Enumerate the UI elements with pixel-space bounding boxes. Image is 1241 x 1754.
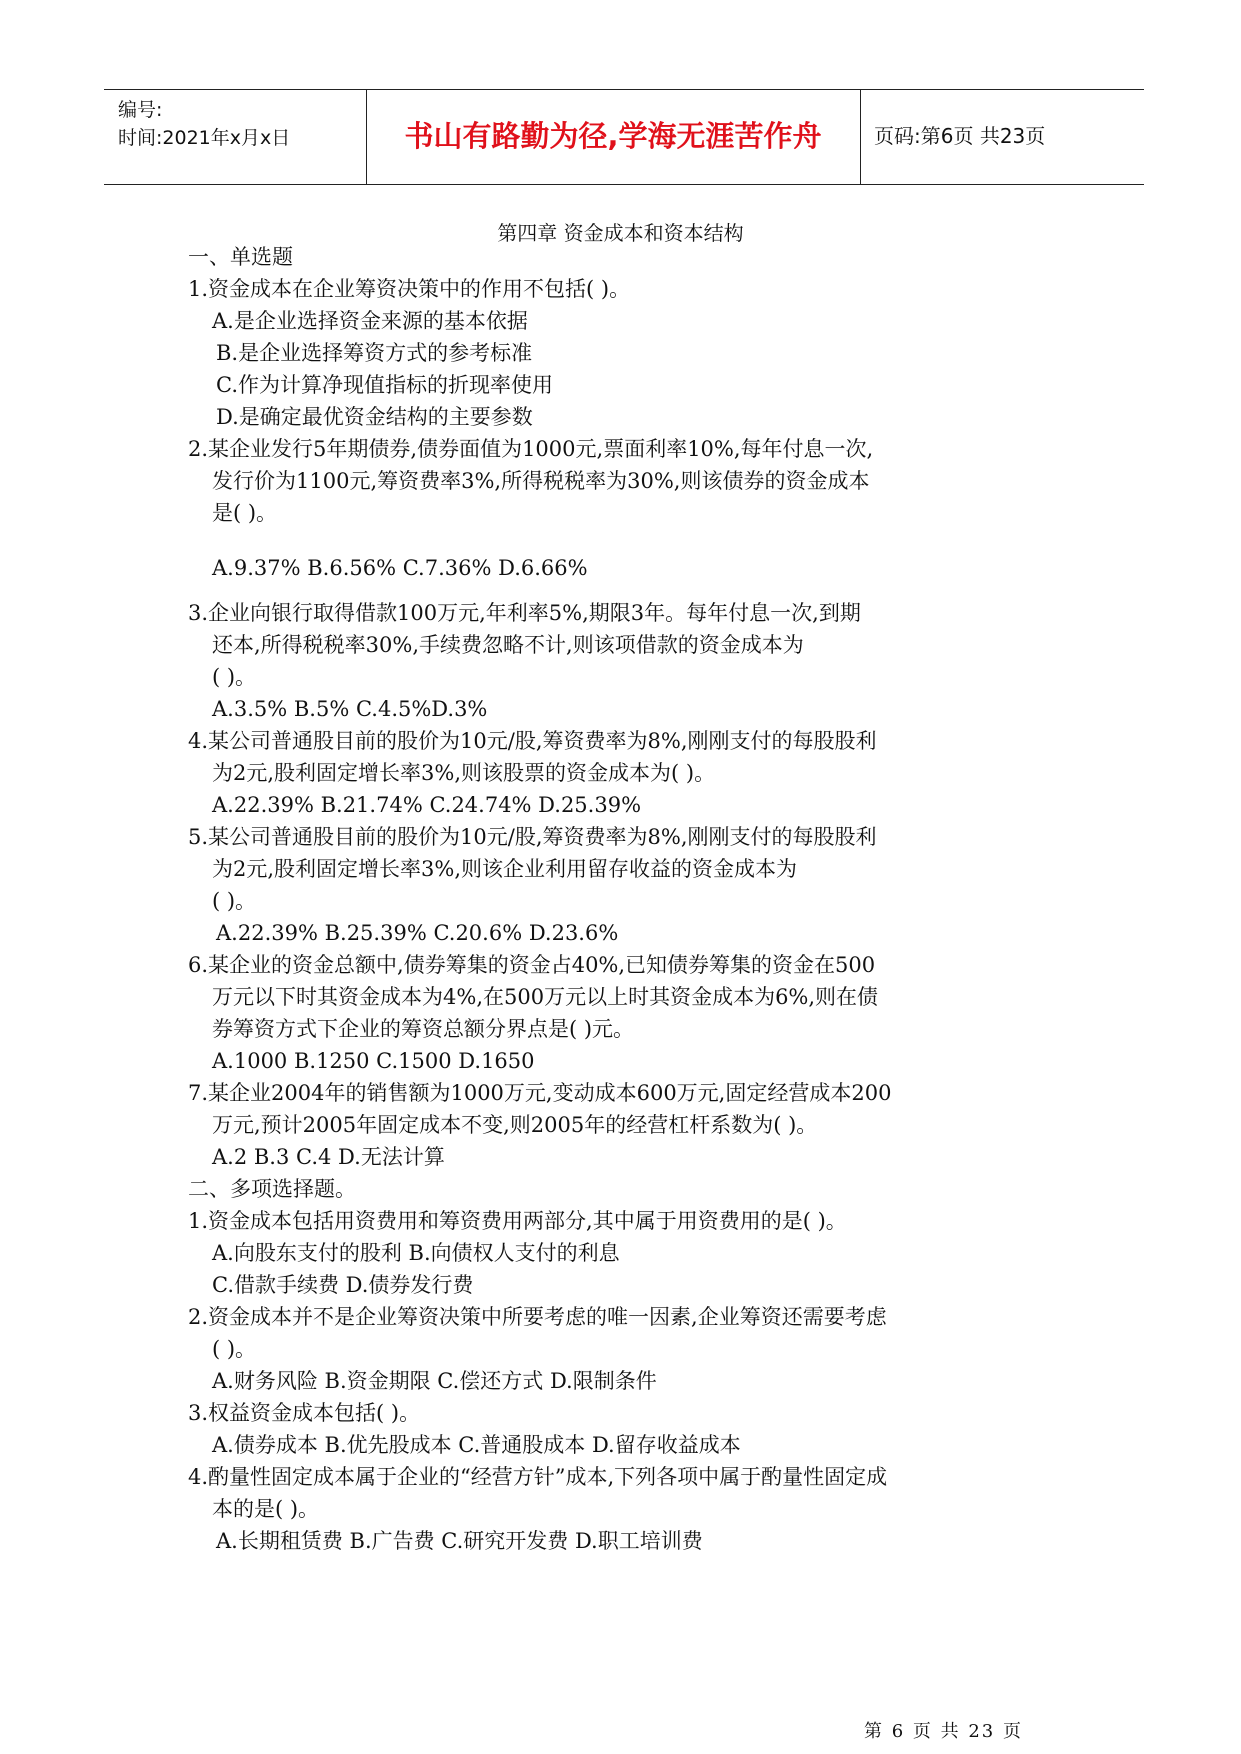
time-label: 时间:2021年x月x日	[118, 127, 291, 149]
multi-question-2-cont: ( )。	[212, 1337, 257, 1361]
options-line: A.9.37% B.6.56% C.7.36% D.6.66%	[212, 556, 588, 580]
page-footer: 第 6 页 共 23 页	[864, 1721, 1023, 1742]
option-d: D.是确定最优资金结构的主要参数	[216, 405, 533, 429]
serial-label: 编号:	[118, 99, 163, 121]
multi-question-4: 4.酌量性固定成本属于企业的“经营方针”成本,下列各项中属于酌量性固定成	[188, 1465, 888, 1489]
question-2-cont: 是( )。	[212, 501, 278, 525]
question-3-cont: ( )。	[212, 665, 257, 689]
multi-question-4-cont: 本的是( )。	[212, 1497, 320, 1521]
header-motto: 书山有路勤为径,学海无涯苦作舟	[404, 119, 822, 153]
options-line: A.长期租赁费 B.广告费 C.研究开发费 D.职工培训费	[216, 1529, 703, 1553]
question-6-cont: 券筹资方式下企业的筹资总额分界点是( )元。	[212, 1017, 635, 1041]
page-header	[104, 89, 1144, 185]
section-heading: 二、多项选择题。	[188, 1177, 356, 1201]
question-6-cont: 万元以下时其资金成本为4%,在500万元以上时其资金成本为6%,则在债	[212, 985, 879, 1009]
question-6: 6.某企业的资金总额中,债券筹集的资金占40%,已知债券筹集的资金在500	[188, 953, 876, 977]
options-line: A.债券成本 B.优先股成本 C.普通股成本 D.留存收益成本	[212, 1433, 741, 1457]
header-page-label: 页码:第6页 共23页	[874, 124, 1046, 148]
question-5-cont: ( )。	[212, 889, 257, 913]
question-5: 5.某公司普通股目前的股价为10元/股,筹资费率为8%,刚刚支付的每股股利	[188, 825, 877, 849]
section-heading: 一、单选题	[188, 245, 293, 269]
question-4: 4.某公司普通股目前的股价为10元/股,筹资费率为8%,刚刚支付的每股股利	[188, 729, 877, 753]
options-line: A.22.39% B.21.74% C.24.74% D.25.39%	[212, 793, 642, 817]
header-left	[118, 96, 290, 152]
question-3-cont: 还本,所得税税率30%,手续费忽略不计,则该项借款的资金成本为	[212, 633, 804, 657]
multi-question-2: 2.资金成本并不是企业筹资决策中所要考虑的唯一因素,企业筹资还需要考虑	[188, 1305, 887, 1329]
options-line: A.1000 B.1250 C.1500 D.1650	[212, 1049, 535, 1073]
question-2: 2.某企业发行5年期债券,债券面值为1000元,票面利率10%,每年付息一次,	[188, 437, 874, 461]
question-7-cont: 万元,预计2005年固定成本不变,则2005年的经营杠杆系数为( )。	[212, 1113, 818, 1137]
options-line: C.借款手续费 D.债券发行费	[212, 1273, 474, 1297]
option-a: A.是企业选择资金来源的基本依据	[212, 309, 528, 333]
question-5-cont: 为2元,股利固定增长率3%,则该企业利用留存收益的资金成本为	[212, 857, 798, 881]
options-line: A.2 B.3 C.4 D.无法计算	[212, 1145, 445, 1169]
options-line: A.3.5% B.5% C.4.5%D.3%	[212, 697, 488, 721]
question-4-cont: 为2元,股利固定增长率3%,则该股票的资金成本为( )。	[212, 761, 716, 785]
question-2-cont: 发行价为1100元,筹资费率3%,所得税税率为30%,则该债券的资金成本	[212, 469, 870, 493]
multi-question-1: 1.资金成本包括用资费用和筹资费用两部分,其中属于用资费用的是( )。	[188, 1209, 847, 1233]
chapter-title: 第四章 资金成本和资本结构	[497, 221, 744, 245]
options-line: A.财务风险 B.资金期限 C.偿还方式 D.限制条件	[212, 1369, 657, 1393]
question-7: 7.某企业2004年的销售额为1000万元,变动成本600万元,固定经营成本200	[188, 1081, 892, 1105]
question-3: 3.企业向银行取得借款100万元,年利率5%,期限3年。每年付息一次,到期	[188, 601, 861, 625]
options-line: A.向股东支付的股利 B.向债权人支付的利息	[212, 1241, 620, 1265]
option-b: B.是企业选择筹资方式的参考标准	[216, 341, 533, 365]
question-1: 1.资金成本在企业筹资决策中的作用不包括( )。	[188, 277, 631, 301]
header-divider	[860, 90, 861, 184]
option-c: C.作为计算净现值指标的折现率使用	[216, 373, 553, 397]
multi-question-3: 3.权益资金成本包括( )。	[188, 1401, 421, 1425]
options-line: A.22.39% B.25.39% C.20.6% D.23.6%	[216, 921, 619, 945]
